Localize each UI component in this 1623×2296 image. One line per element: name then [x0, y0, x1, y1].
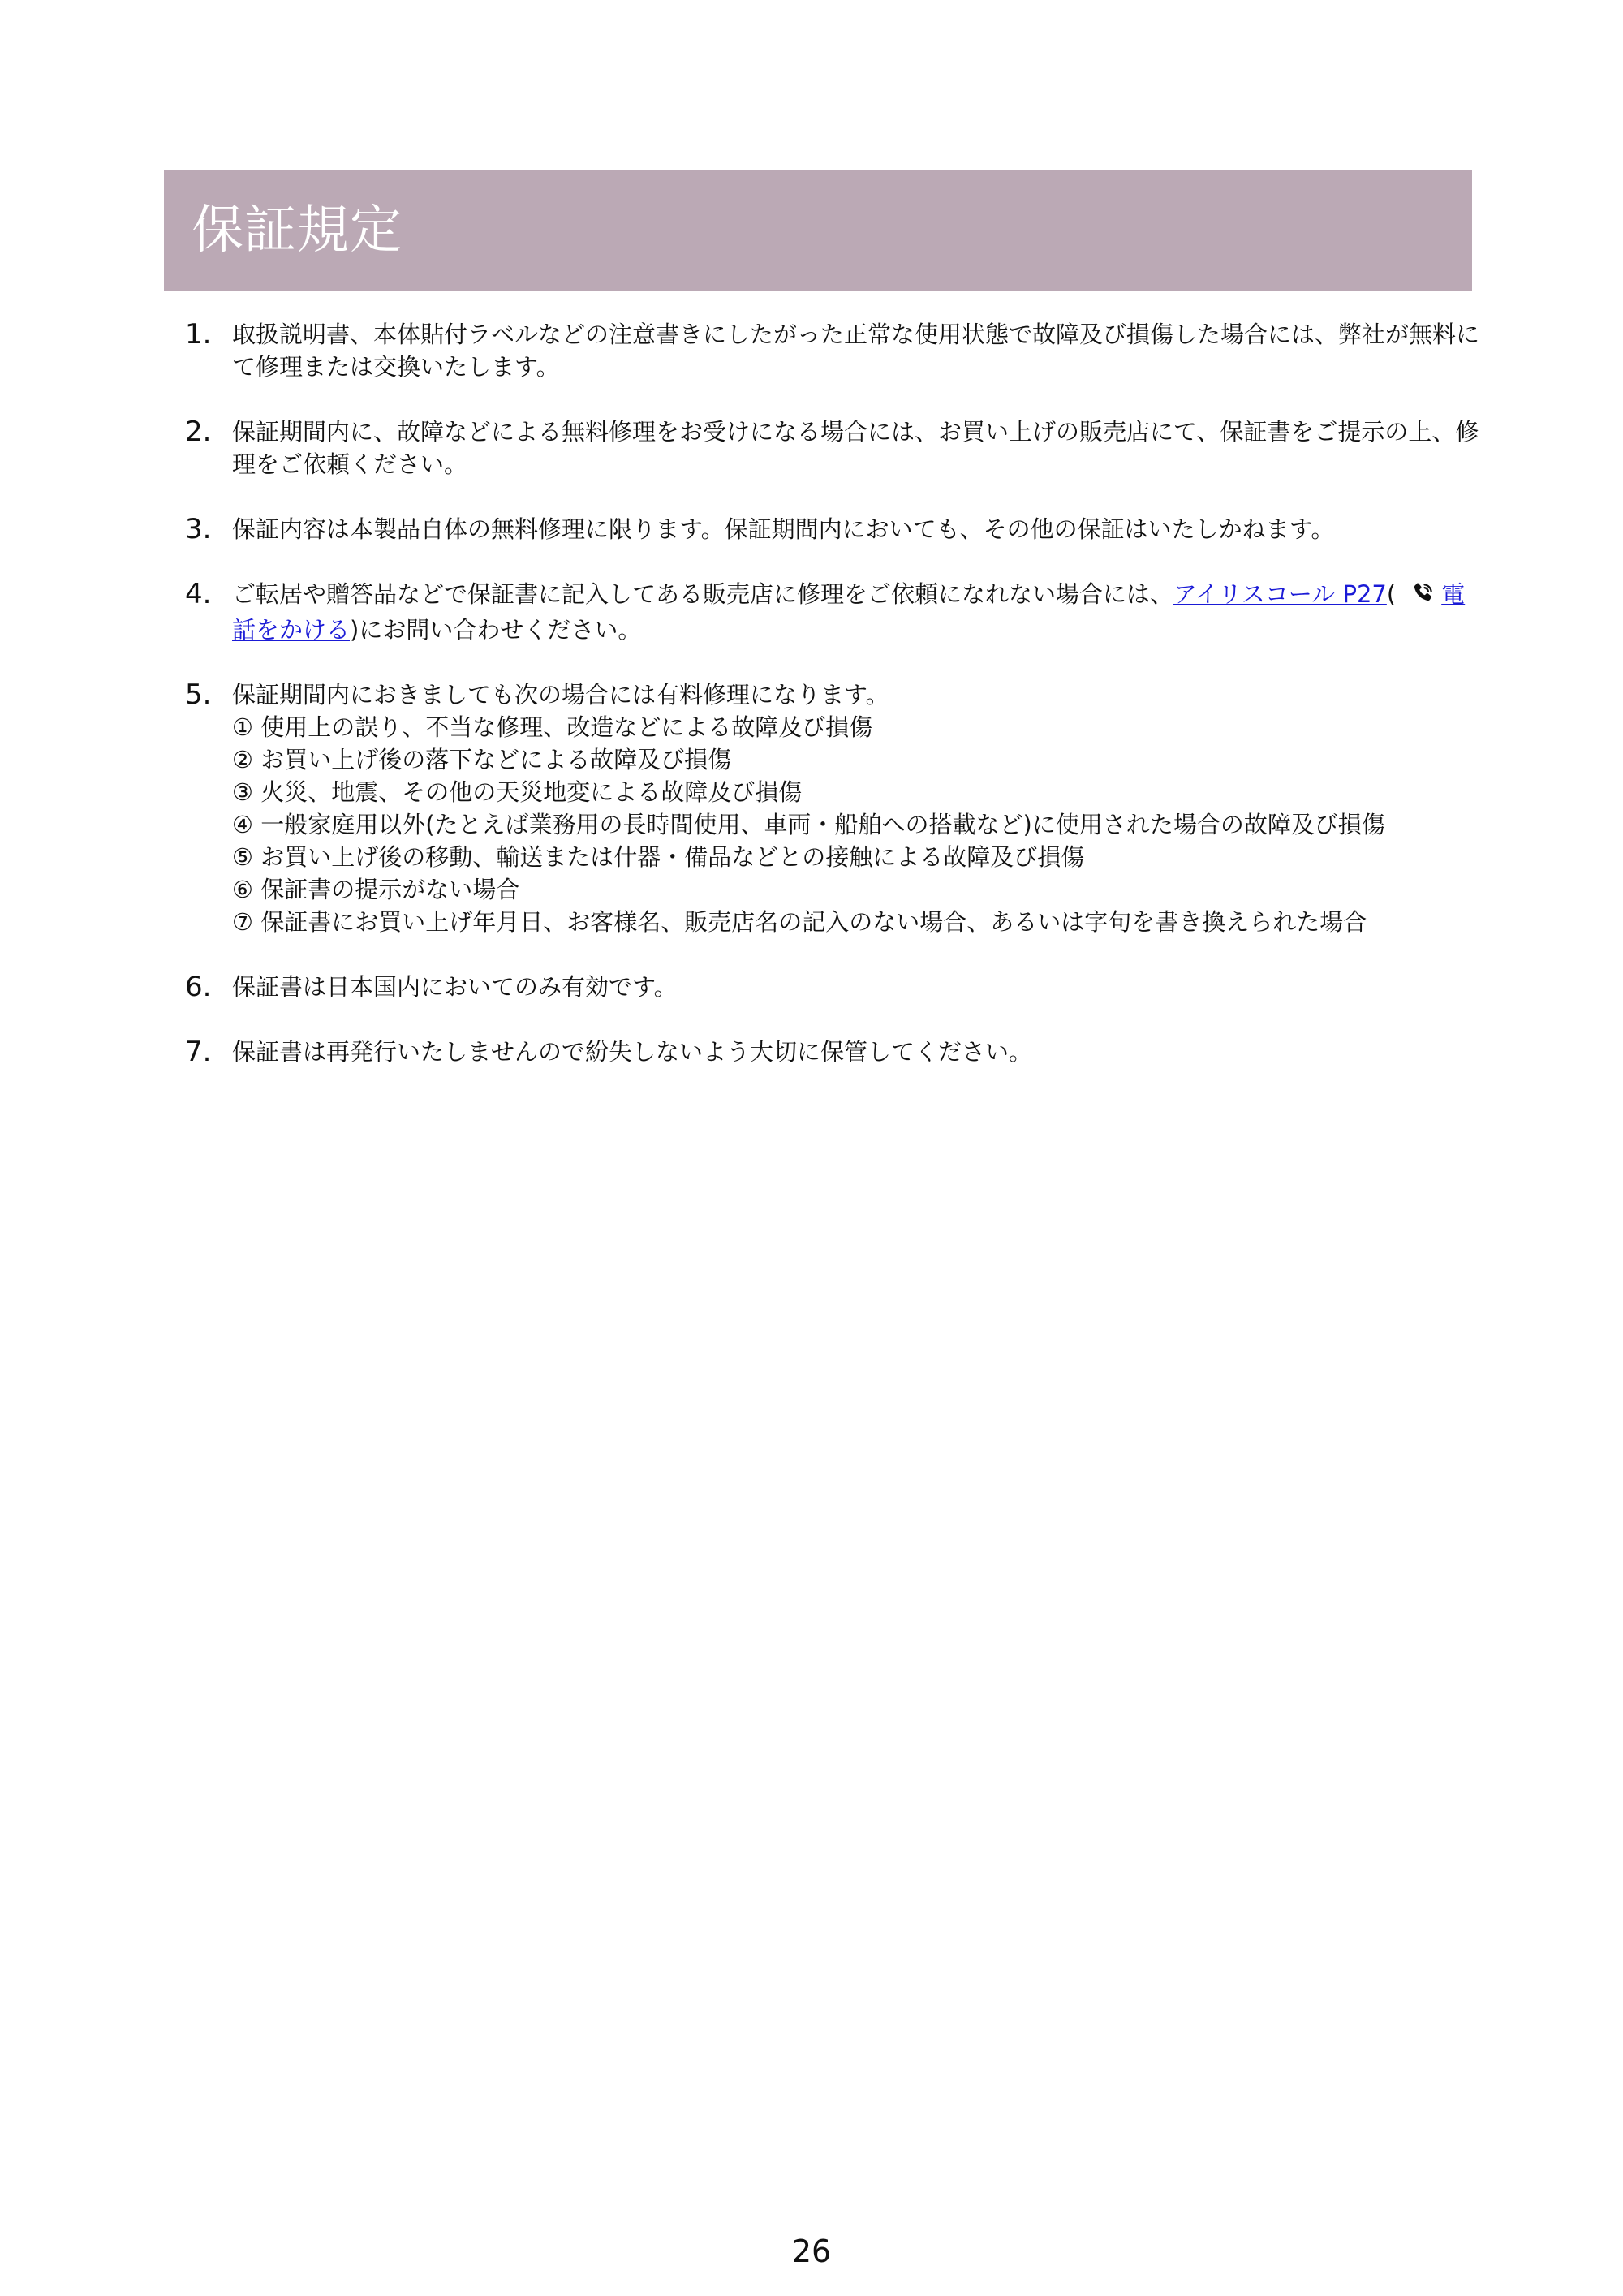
list-item: [185, 971, 1483, 1003]
phone-icon: [1410, 581, 1435, 614]
item-number: 4.: [185, 578, 212, 610]
item-number: 5.: [185, 678, 212, 711]
list-item: [185, 1036, 1483, 1068]
list-item: [185, 318, 1483, 383]
item-text: 保証書は日本国内においてのみ有効です。: [232, 973, 678, 1001]
item-text: 保証内容は本製品自体の無料修理に限ります。保証期間内においても、その他の保証はいたしかねます。: [232, 515, 1335, 543]
item-number: 1.: [185, 318, 212, 351]
list-item: [185, 416, 1483, 480]
item-text: 保証書は再発行いたしませんので紛失しないよう大切に保管してください。: [232, 1038, 1033, 1066]
warranty-terms-list: [185, 318, 1483, 1101]
sub-item: ③ 火災、地震、その他の天災地変による故障及び損傷: [232, 778, 803, 806]
iris-call-link[interactable]: アイリスコール P27: [1173, 580, 1387, 608]
list-item: [185, 513, 1483, 545]
list-item: [185, 678, 1483, 938]
item-number: 3.: [185, 513, 212, 545]
item-text: [232, 578, 1483, 646]
section-header-band: [164, 170, 1472, 291]
item-text: [232, 678, 1483, 938]
page-number: 26: [791, 2234, 832, 2269]
paren-open: (: [1386, 580, 1397, 608]
sub-item: ① 使用上の誤り、不当な修理、改造などによる故障及び損傷: [232, 713, 873, 741]
item-text: 保証期間内に、故障などによる無料修理をお受けになる場合には、お買い上げの販売店にて、保証書をご提示の上、修理をご依頼ください。: [232, 418, 1479, 478]
list-item: [185, 578, 1483, 646]
sub-item: ⑦ 保証書にお買い上げ年月日、お客様名、販売店名の記入のない場合、あるいは字句を書き換えられた場合: [232, 908, 1367, 936]
item-number: 2.: [185, 416, 212, 448]
sub-item: ② お買い上げ後の落下などによる故障及び損傷: [232, 746, 732, 773]
sub-item: ④ 一般家庭用以外(たとえば業務用の長時間使用、車両・船舶への搭載など)に使用された場合の故障及び損傷: [232, 811, 1385, 838]
item-text-after: )にお問い合わせください。: [350, 616, 642, 644]
item-number: 7.: [185, 1036, 212, 1068]
sub-item: ⑤ お買い上げ後の移動、輸送または什器・備品などとの接触による故障及び損傷: [232, 843, 1085, 871]
call-phone-link[interactable]: 電話をかける: [232, 580, 1466, 644]
sub-item: ⑥ 保証書の提示がない場合: [232, 876, 520, 903]
item-text-before: ご転居や贈答品などで保証書に記入してある販売店に修理をご依頼になれない場合には、: [232, 580, 1174, 608]
item-text: 取扱説明書、本体貼付ラベルなどの注意書きにしたがった正常な使用状態で故障及び損傷した場合には、弊社が無料にて修理または交換いたします。: [232, 321, 1480, 381]
page-title: 保証規定: [192, 200, 403, 261]
item-intro: 保証期間内におきましても次の場合には有料修理になります。: [232, 681, 889, 709]
item-number: 6.: [185, 971, 212, 1003]
